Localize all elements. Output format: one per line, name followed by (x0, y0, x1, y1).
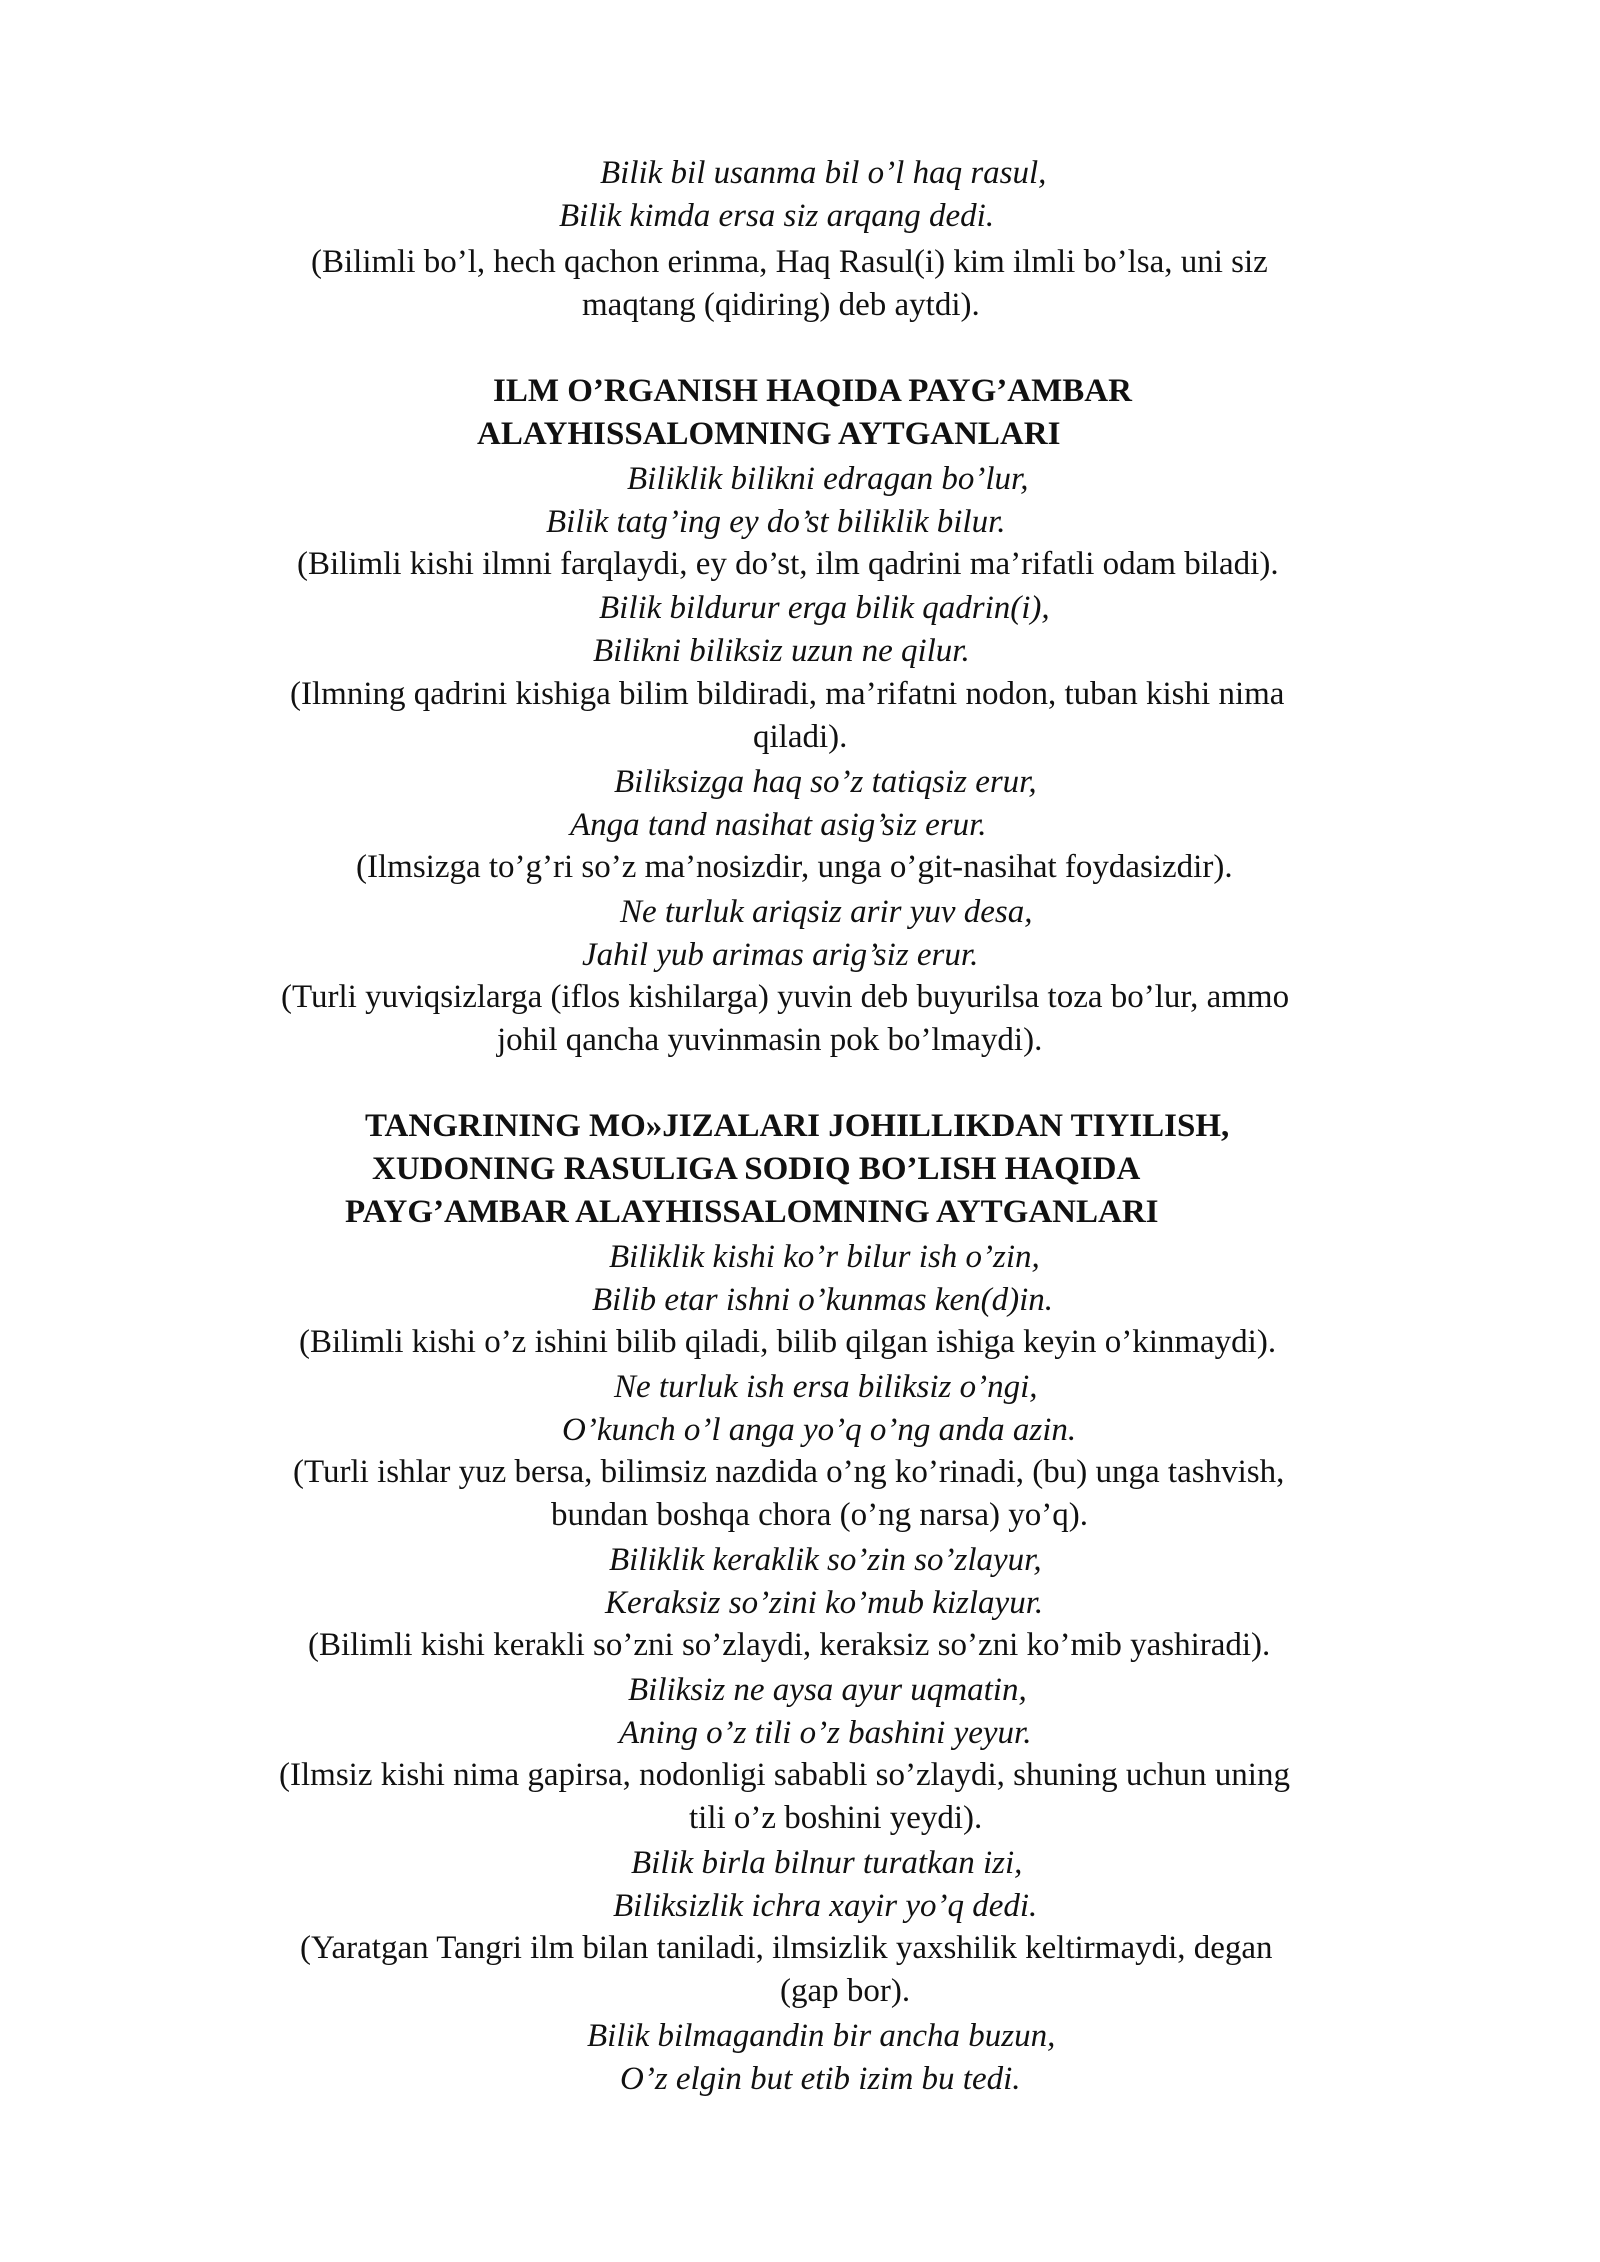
section-heading: ALAYHISSALOMNING AYTGANLARI (477, 416, 1061, 452)
verse-line: Anga tand nasihat asig’siz erur. (570, 807, 987, 843)
verse-line: Biliksizlik ichra xayir yo’q dedi. (613, 1888, 1038, 1924)
translation-line: (Ilmsizga to’g’ri so’z ma’nosizdir, unga o’git-nasihat foydasizdir). (356, 849, 1233, 885)
verse-line: Biliklik bilikni edragan bo’lur, (627, 461, 1029, 497)
verse-line: Jahil yub arimas arig’siz erur. (582, 937, 979, 973)
section-heading: TANGRINING MO»JIZALARI JOHILLIKDAN TIYILISH, (365, 1108, 1230, 1144)
translation-line: (Yaratgan Tangri ilm bilan taniladi, ilmsizlik yaxshilik keltirmaydi, degan (300, 1930, 1273, 1966)
translation-line: maqtang (qidiring) deb aytdi). (582, 287, 980, 323)
verse-line: Biliksizga haq so’z tatiqsiz erur, (614, 764, 1037, 800)
section-heading: PAYG’AMBAR ALAYHISSALOMNING AYTGANLARI (345, 1194, 1159, 1230)
translation-line: (Bilimli kishi kerakli so’zni so’zlaydi, keraksiz so’zni ko’mib yashiradi). (308, 1627, 1271, 1663)
verse-line: Bilik bildurur erga bilik qadrin(i), (599, 590, 1050, 626)
verse-line: Bilik tatg’ing ey do’st biliklik bilur. (546, 504, 1006, 540)
verse-line: Bilikni biliksiz uzun ne qilur. (593, 633, 970, 669)
translation-line: (Turli yuviqsizlarga (iflos kishilarga) yuvin deb buyurilsa toza bo’lur, ammo (281, 979, 1290, 1015)
verse-line: O’z elgin but etib izim bu tedi. (620, 2061, 1021, 2097)
translation-line: (gap bor). (780, 1973, 911, 2009)
verse-line: O’kunch o’l anga yo’q o’ng anda azin. (562, 1412, 1077, 1448)
verse-line: Bilik bilmagandin bir ancha buzun, (587, 2018, 1056, 2054)
translation-line: (Ilmsiz kishi nima gapirsa, nodonligi sababli so’zlaydi, shuning uchun uning (279, 1757, 1290, 1793)
translation-line: bundan boshqa chora (o’ng narsa) yo’q). (551, 1497, 1088, 1533)
verse-line: Bilik kimda ersa siz arqang dedi. (559, 198, 995, 234)
verse-line: Aning o’z tili o’z bashini yeyur. (619, 1715, 1032, 1751)
verse-line: Ne turluk ariqsiz arir yuv desa, (620, 894, 1033, 930)
verse-line: Biliklik keraklik so’zin so’zlayur, (609, 1542, 1042, 1578)
section-heading: XUDONING RASULIGA SODIQ BO’LISH HAQIDA (372, 1151, 1141, 1187)
translation-line: (Ilmning qadrini kishiga bilim bildiradi, ma’rifatni nodon, tuban kishi nima (290, 676, 1285, 712)
section-heading: ILM O’RGANISH HAQIDA PAYG’AMBAR (493, 373, 1132, 409)
translation-line: qiladi). (753, 719, 848, 755)
translation-line: (Bilimli kishi o’z ishini bilib qiladi, bilib qilgan ishiga keyin o’kinmaydi). (299, 1324, 1277, 1360)
translation-line: (Turli ishlar yuz bersa, bilimsiz nazdida o’ng ko’rinadi, (bu) unga tashvish, (293, 1454, 1285, 1490)
translation-line: johil qancha yuvinmasin pok bo’lmaydi). (497, 1022, 1043, 1058)
translation-line: tili o’z boshini yeydi). (689, 1800, 983, 1836)
verse-line: Bilik bil usanma bil o’l haq rasul, (600, 155, 1047, 191)
translation-line: (Bilimli bo’l, hech qachon erinma, Haq Rasul(i) kim ilmli bo’lsa, uni siz (311, 244, 1268, 280)
verse-line: Bilib etar ishni o’kunmas ken(d)in. (592, 1282, 1054, 1318)
translation-line: (Bilimli kishi ilmni farqlaydi, ey do’st, ilm qadrini ma’rifatli odam biladi). (297, 546, 1279, 582)
verse-line: Keraksiz so’zini ko’mub kizlayur. (605, 1585, 1044, 1621)
verse-line: Bilik birla bilnur turatkan izi, (631, 1845, 1023, 1881)
verse-line: Biliklik kishi ko’r bilur ish o’zin, (609, 1239, 1040, 1275)
verse-line: Biliksiz ne aysa ayur uqmatin, (628, 1672, 1027, 1708)
verse-line: Ne turluk ish ersa biliksiz o’ngi, (614, 1369, 1038, 1405)
